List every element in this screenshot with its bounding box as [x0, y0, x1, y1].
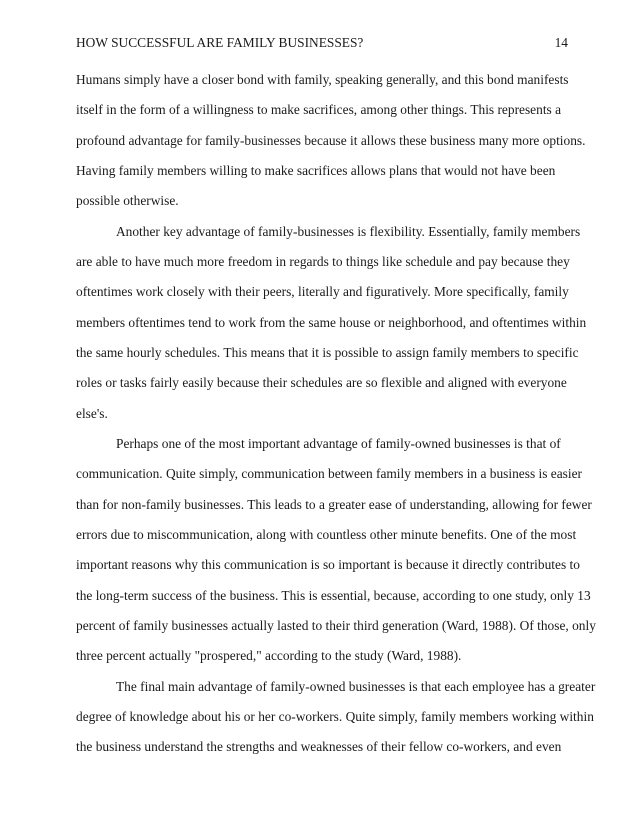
page-number: 14 [554, 35, 568, 50]
text-line: communication. Quite simply, communication between family members in a business is easier [76, 466, 582, 482]
body-text [76, 65, 596, 763]
text-line: members oftentimes tend to work from the same house or neighborhood, and oftentimes within [76, 314, 587, 330]
text-line: Humans simply have a closer bond with family, speaking generally, and this bond manifests [76, 72, 569, 87]
text-line: Another key advantage of family-businesses is flexibility. Essentially, family members [116, 223, 581, 239]
text-line: oftentimes work closely with their peers, literally and figuratively. More specifically, family [76, 284, 569, 300]
text-line: degree of knowledge about his or her co-workers. Quite simply, family members working within [76, 708, 594, 724]
text-line: the business understand the strengths and weaknesses of their fellow co-workers, and even [76, 739, 562, 755]
text-line: percent of family businesses actually lasted to their third generation (Ward, 1988). Of those, only [76, 617, 596, 633]
text-line: Having family members willing to make sacrifices allows plans that would not have been [76, 162, 556, 178]
text-line: Perhaps one of the most important advantage of family-owned businesses is that of [116, 435, 561, 451]
text-line: errors due to miscommunication, along with countless other minute benefits. One of the most [76, 526, 577, 542]
text-line: profound advantage for family-businesses because it allows these business many more options. [76, 132, 586, 148]
text-line: the same hourly schedules. This means that it is possible to assign family members to specific [76, 344, 579, 360]
text-line: The final main advantage of family-owned businesses is that each employee has a greater [116, 678, 596, 694]
text-line: roles or tasks fairly easily because their schedules are so flexible and aligned with everyone [76, 375, 567, 391]
text-line: possible otherwise. [76, 193, 179, 209]
text-line: itself in the form of a willingness to make sacrifices, among other things. This represents a [76, 102, 562, 118]
text-line: three percent actually "prospered," according to the study (Ward, 1988). [76, 648, 462, 664]
text-line: else's. [76, 405, 108, 421]
text-line: are able to have much more freedom in regards to things like schedule and pay because they [76, 253, 570, 269]
text-line: the long-term success of the business. This is essential, because, according to one study, only 13 [76, 587, 591, 603]
text-line: important reasons why this communication is so important is because it directly contributes to [76, 557, 580, 573]
page-header [76, 34, 568, 52]
text-line: than for non-family businesses. This leads to a greater ease of understanding, allowing for fewer [76, 496, 592, 512]
running-head: HOW SUCCESSFUL ARE FAMILY BUSINESSES? [76, 35, 364, 50]
